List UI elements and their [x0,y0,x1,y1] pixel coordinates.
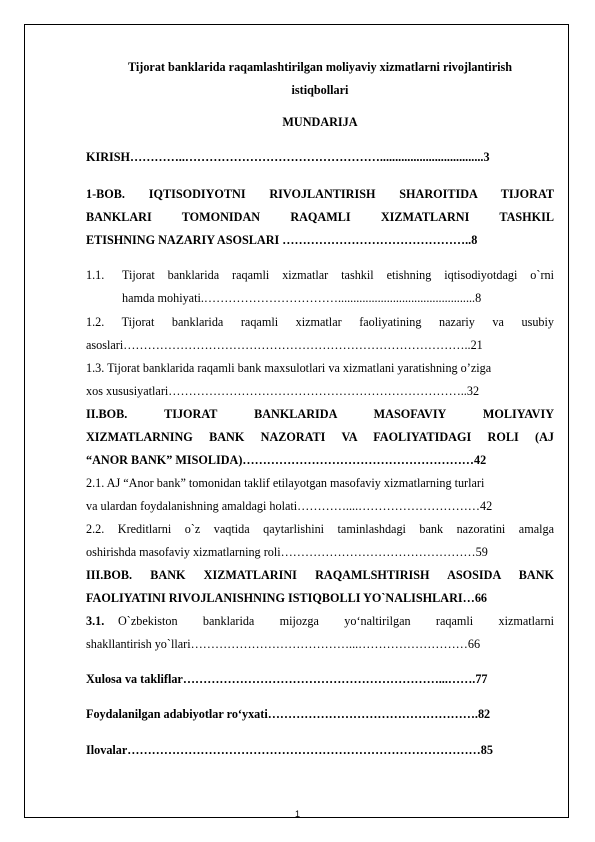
toc-section-1-2-line-1: 1.2. Tijorat banklarida raqamli xizmatlar faoliyatining nazariy va usubiy [86,315,554,329]
title-line-2: istiqbollari [291,83,349,97]
toc-entry-ilovalar: Ilovalar……………………………………………………………………………85 [86,743,493,757]
contents-heading: MUNDARIJA [282,115,358,129]
toc-chapter-3-line-2: FAOLIYATINI RIVOJLANISHNING ISTIQBOLLI YO`NALISHLARI…66 [86,591,488,605]
toc-section-2-2-line-1: 2.2. Kreditlarni o`z vaqtida qaytarlishini taminlashdagi bank nazoratini amalga [86,522,554,536]
toc-section-3-1-line-1: O`zbekiston banklarida mijozga yo‘naltirilgan raqamli xizmatlarni [118,614,554,628]
toc-section-1-1-line-1: Tijorat banklarida raqamli xizmatlar tashkil etishning iqtisodiyotdagi o`rni [122,268,554,282]
toc-section-2-1-line-2: va ulardan foydalanishning amaldagi holati…………....…………………………42 [86,499,493,513]
toc-section-3-1-line-2: shakllantirish yo`llari…………………………………...………………………66 [86,637,481,651]
page-number: 1 [294,809,300,819]
toc-section-2-1-line-1: 2.1. AJ “Anor bank” tomonidan taklif etilayotgan masofaviy xizmatlarning turlari [86,476,485,490]
toc-chapter-2-line-2: XIZMATLARNING BANK NAZORATI VA FAOLIYATIDAGI ROLI (AJ [86,430,554,444]
toc-entry-kirish: KIRISH…………..…………………………………………..................................3 [86,150,490,164]
toc-entry-xulosa: Xulosa va takliflar………………………………………………………...…….77 [86,672,488,686]
toc-chapter-1-line-3: ETISHNING NAZARIY ASOSLARI ………………………………………..8 [86,233,478,247]
toc-section-1-2-line-2: asoslari…………………………………………………………………………..21 [86,338,483,352]
toc-chapter-1-line-2: BANKLARI TOMONIDAN RAQAMLI XIZMATLARNI TASHKIL [86,210,554,224]
toc-chapter-2-line-3: “ANOR BANK” MISOLIDA)…………………………………………………42 [86,453,487,467]
toc-section-2-2-line-2: oshirishda masofaviy xizmatlarning roli…………………………………………59 [86,545,488,559]
toc-section-1-3-line-2: xos xususiyatlari………………………………………………………………..32 [86,384,480,398]
title-line-1: Tijorat banklarida raqamlashtirilgan moliyaviy xizmatlarni rivojlantirish [127,60,513,74]
toc-section-3-1-number: 3.1. [86,614,105,628]
toc-chapter-3-line-1: III.BOB. BANK XIZMATLARINI RAQAMLSHTIRISH ASOSIDA BANK [86,568,554,582]
toc-chapter-2-line-1: II.BOB. TIJORAT BANKLARIDA MASOFAVIY MOLIYAVIY [86,407,554,421]
toc-section-1-3-line-1: 1.3. Tijorat banklarida raqamli bank maxsulotlari va xizmatlani yaratishning o’ziga [86,361,492,375]
toc-section-1-1-number: 1.1. [86,268,105,282]
toc-section-1-1-line-2: hamda mohiyati.…………………………….............................................8 [122,291,482,305]
document-title [86,56,554,102]
toc-chapter-1-line-1: 1-BOB. IQTISODIYOTNI RIVOJLANTIRISH SHAROITIDA TIJORAT [86,187,554,201]
toc-entry-adabiyotlar: Foydalanilgan adabiyotlar ro‘yxati…………………………………………….82 [86,707,491,721]
